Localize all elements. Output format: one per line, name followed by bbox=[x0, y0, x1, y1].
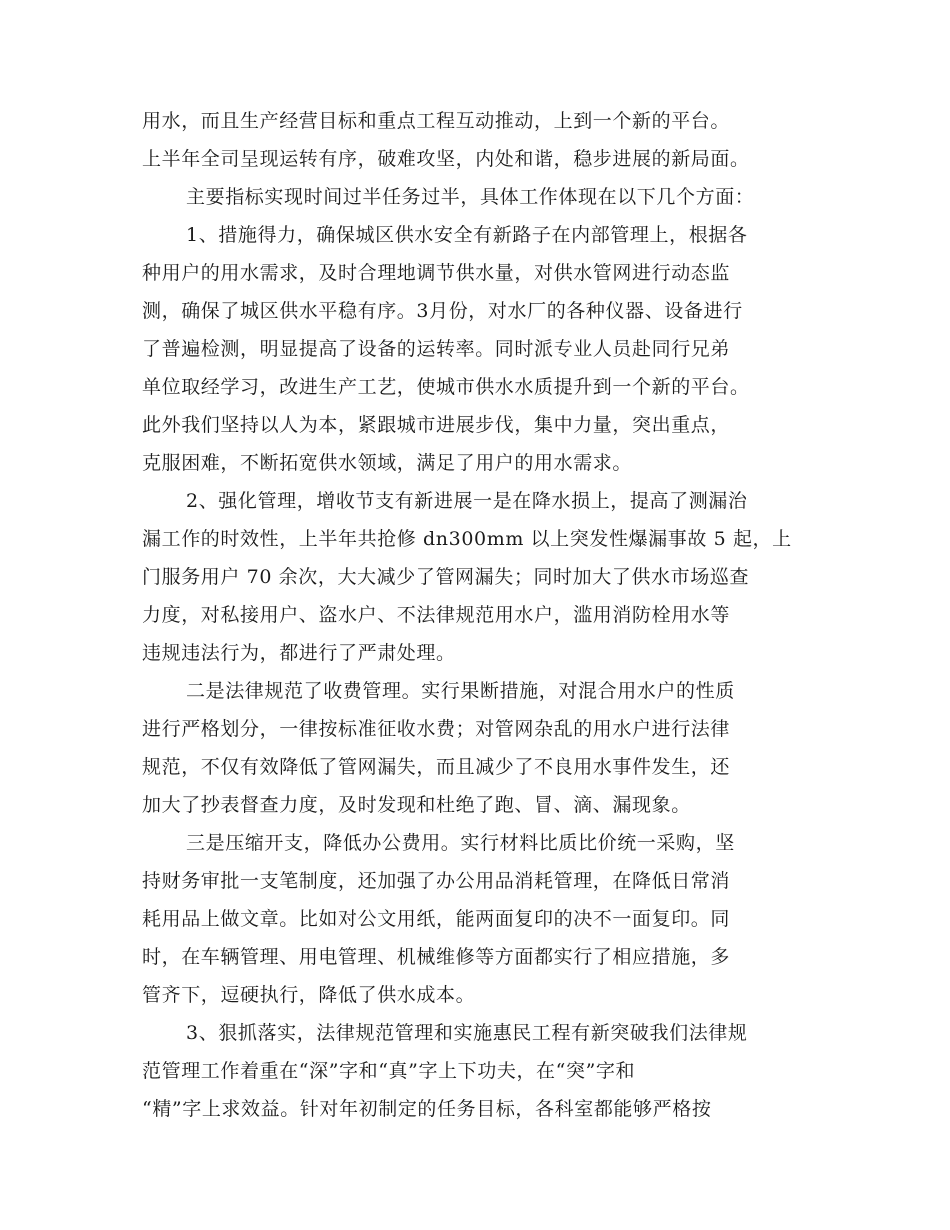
text-line: 管齐下，逗硬执行，降低了供水成本。 bbox=[142, 984, 476, 1006]
paragraph-first-line: 二是法律规范了收费管理。实行果断措施，对混合用水户的性质 bbox=[186, 680, 735, 702]
text-line: 持财务审批一支笔制度，还加强了办公用品消耗管理，在降低日常消 bbox=[142, 870, 731, 892]
paragraph-first-line: 三是压缩开支，降低办公费用。实行材料比质比价统一采购，坚 bbox=[186, 832, 735, 854]
text-line: 力度，对私接用户、盗水户、不法律规范用水户，滥用消防栓用水等 bbox=[142, 604, 731, 626]
text-line: 时，在车辆管理、用电管理、机械维修等方面都实行了相应措施，多 bbox=[142, 946, 731, 968]
text-line: 耗用品上做文章。比如对公文用纸，能两面复印的决不一面复印。同 bbox=[142, 908, 731, 930]
text-line: 范管理工作着重在“深”字和“真”字上下功夫，在“突”字和 bbox=[142, 1060, 636, 1082]
text-line: 漏工作的时效性，上半年共抢修 dn300mm 以上突发性爆漏事故 5 起，上 bbox=[142, 528, 792, 550]
text-line: 了普遍检测，明显提高了设备的运转率。同时派专业人员赴同行兄弟 bbox=[142, 338, 731, 360]
document-body bbox=[142, 102, 812, 1128]
paragraph-first-line: 2、强化管理，增收节支有新进展一是在降水损上，提高了测漏治 bbox=[186, 490, 748, 512]
text-line: 违规违法行为，都进行了严肃处理。 bbox=[142, 642, 456, 664]
paragraph-first-line: 1、措施得力，确保城区供水安全有新路子在内部管理上，根据各 bbox=[186, 224, 748, 246]
text-line: 用水，而且生产经营目标和重点工程互动推动，上到一个新的平台。 bbox=[142, 110, 731, 132]
paragraph-first-line: 3、狠抓落实，法律规范管理和实施惠民工程有新突破我们法律规 bbox=[186, 1022, 748, 1044]
text-line: 加大了抄表督查力度，及时发现和杜绝了跑、冒、滴、漏现象。 bbox=[142, 794, 691, 816]
text-line: 门服务用户 70 余次，大大减少了管网漏失；同时加大了供水市场巡查 bbox=[142, 566, 750, 588]
text-line: 上半年全司呈现运转有序，破难攻坚，内处和谐，稳步进展的新局面。 bbox=[142, 148, 750, 170]
paragraph-first-line: 主要指标实现时间过半任务过半，具体工作体现在以下几个方面： bbox=[186, 186, 755, 208]
text-line: 规范，不仅有效降低了管网漏失，而且减少了不良用水事件发生，还 bbox=[142, 756, 731, 778]
text-line: 测，确保了城区供水平稳有序。3月份，对水厂的各种仪器、设备进行 bbox=[142, 300, 743, 322]
text-line: 此外我们坚持以人为本，紧跟城市进展步伐，集中力量，突出重点， bbox=[142, 414, 731, 436]
text-line: 单位取经学习，改进生产工艺，使城市供水水质提升到一个新的平台。 bbox=[142, 376, 750, 398]
text-line: 进行严格划分，一律按标准征收水费；对管网杂乱的用水户进行法律 bbox=[142, 718, 731, 740]
text-line: “精”字上求效益。针对年初制定的任务目标，各科室都能够严格按 bbox=[142, 1098, 712, 1120]
text-line: 克服困难，不断拓宽供水领域，满足了用户的用水需求。 bbox=[142, 452, 633, 474]
text-line: 种用户的用水需求，及时合理地调节供水量，对供水管网进行动态监 bbox=[142, 262, 731, 284]
